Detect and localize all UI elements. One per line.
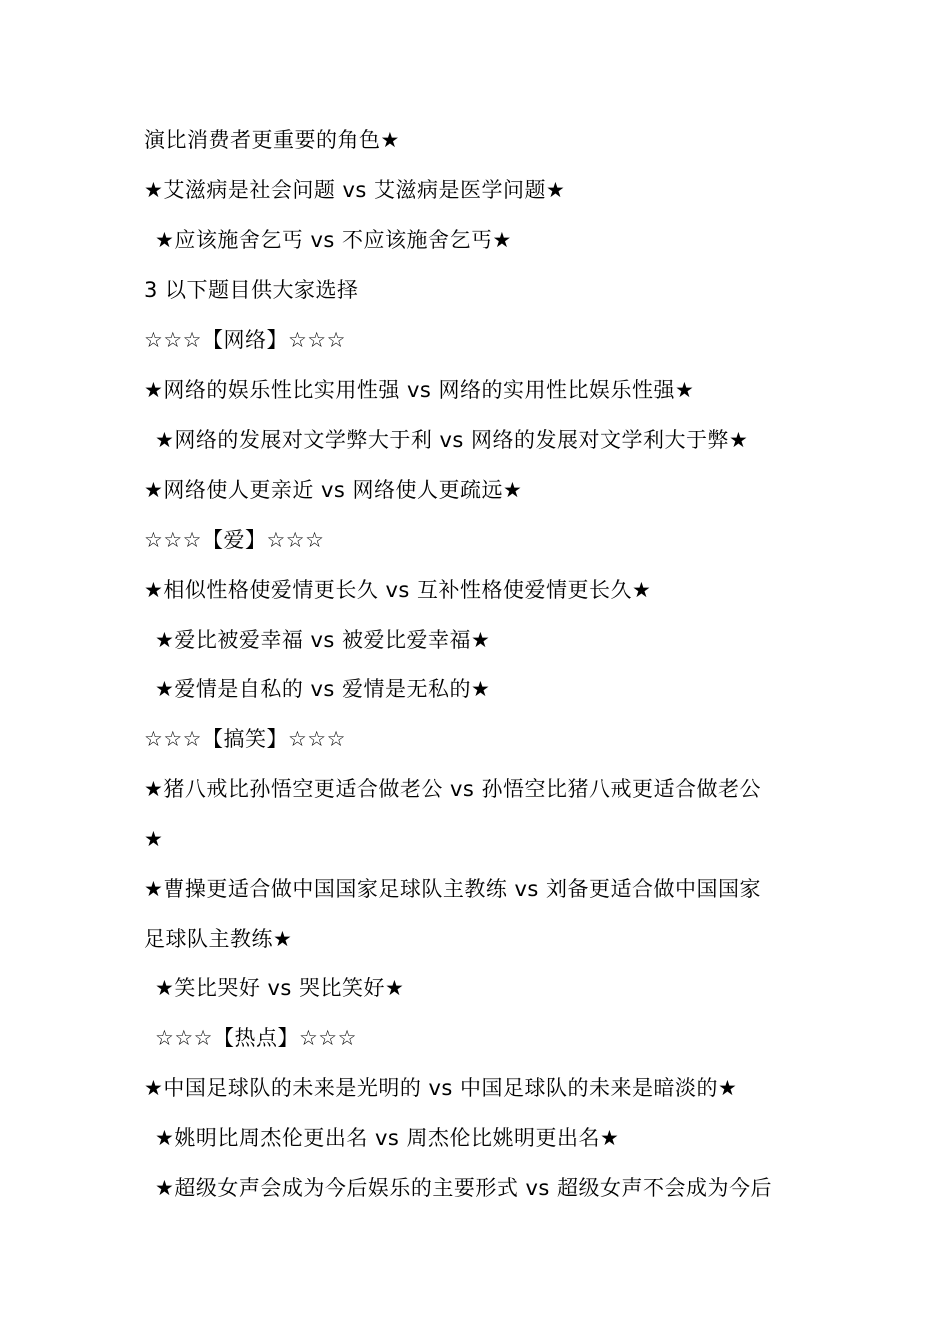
text-line: ★中国足球队的未来是光明的 vs 中国足球队的未来是暗淡的★: [144, 1076, 738, 1100]
text-line: ★: [144, 827, 164, 851]
text-line: ★猪八戒比孙悟空更适合做老公 vs 孙悟空比猪八戒更适合做老公: [144, 777, 762, 801]
text-line: ★相似性格使爱情更长久 vs 互补性格使爱情更长久★: [144, 578, 652, 602]
text-line: ★爱比被爱幸福 vs 被爱比爱幸福★: [155, 628, 491, 652]
text-line: ★艾滋病是社会问题 vs 艾滋病是医学问题★: [144, 178, 566, 202]
text-line: ★曹操更适合做中国国家足球队主教练 vs 刘备更适合做中国国家: [144, 877, 762, 901]
text-line: ★超级女声会成为今后娱乐的主要形式 vs 超级女声不会成为今后: [155, 1176, 773, 1200]
text-line: 3 以下题目供大家选择: [144, 278, 359, 302]
text-line: ★姚明比周杰伦更出名 vs 周杰伦比姚明更出名★: [155, 1126, 620, 1150]
section-heading-funny: ☆☆☆【搞笑】☆☆☆: [144, 727, 346, 751]
text-line: ★笑比哭好 vs 哭比笑好★: [155, 976, 405, 1000]
section-heading-hot: ☆☆☆【热点】☆☆☆: [155, 1026, 357, 1050]
text-line: ★网络的娱乐性比实用性强 vs 网络的实用性比娱乐性强★: [144, 378, 695, 402]
section-heading-network: ☆☆☆【网络】☆☆☆: [144, 328, 346, 352]
text-line: ★网络的发展对文学弊大于利 vs 网络的发展对文学利大于弊★: [155, 428, 749, 452]
text-line: ★网络使人更亲近 vs 网络使人更疏远★: [144, 478, 523, 502]
section-heading-love: ☆☆☆【爱】☆☆☆: [144, 528, 325, 552]
text-line: 足球队主教练★: [144, 927, 293, 951]
text-line: ★爱情是自私的 vs 爱情是无私的★: [155, 677, 491, 701]
text-line: ★应该施舍乞丐 vs 不应该施舍乞丐★: [155, 228, 512, 252]
text-line: 演比消费者更重要的角色★: [144, 128, 400, 152]
